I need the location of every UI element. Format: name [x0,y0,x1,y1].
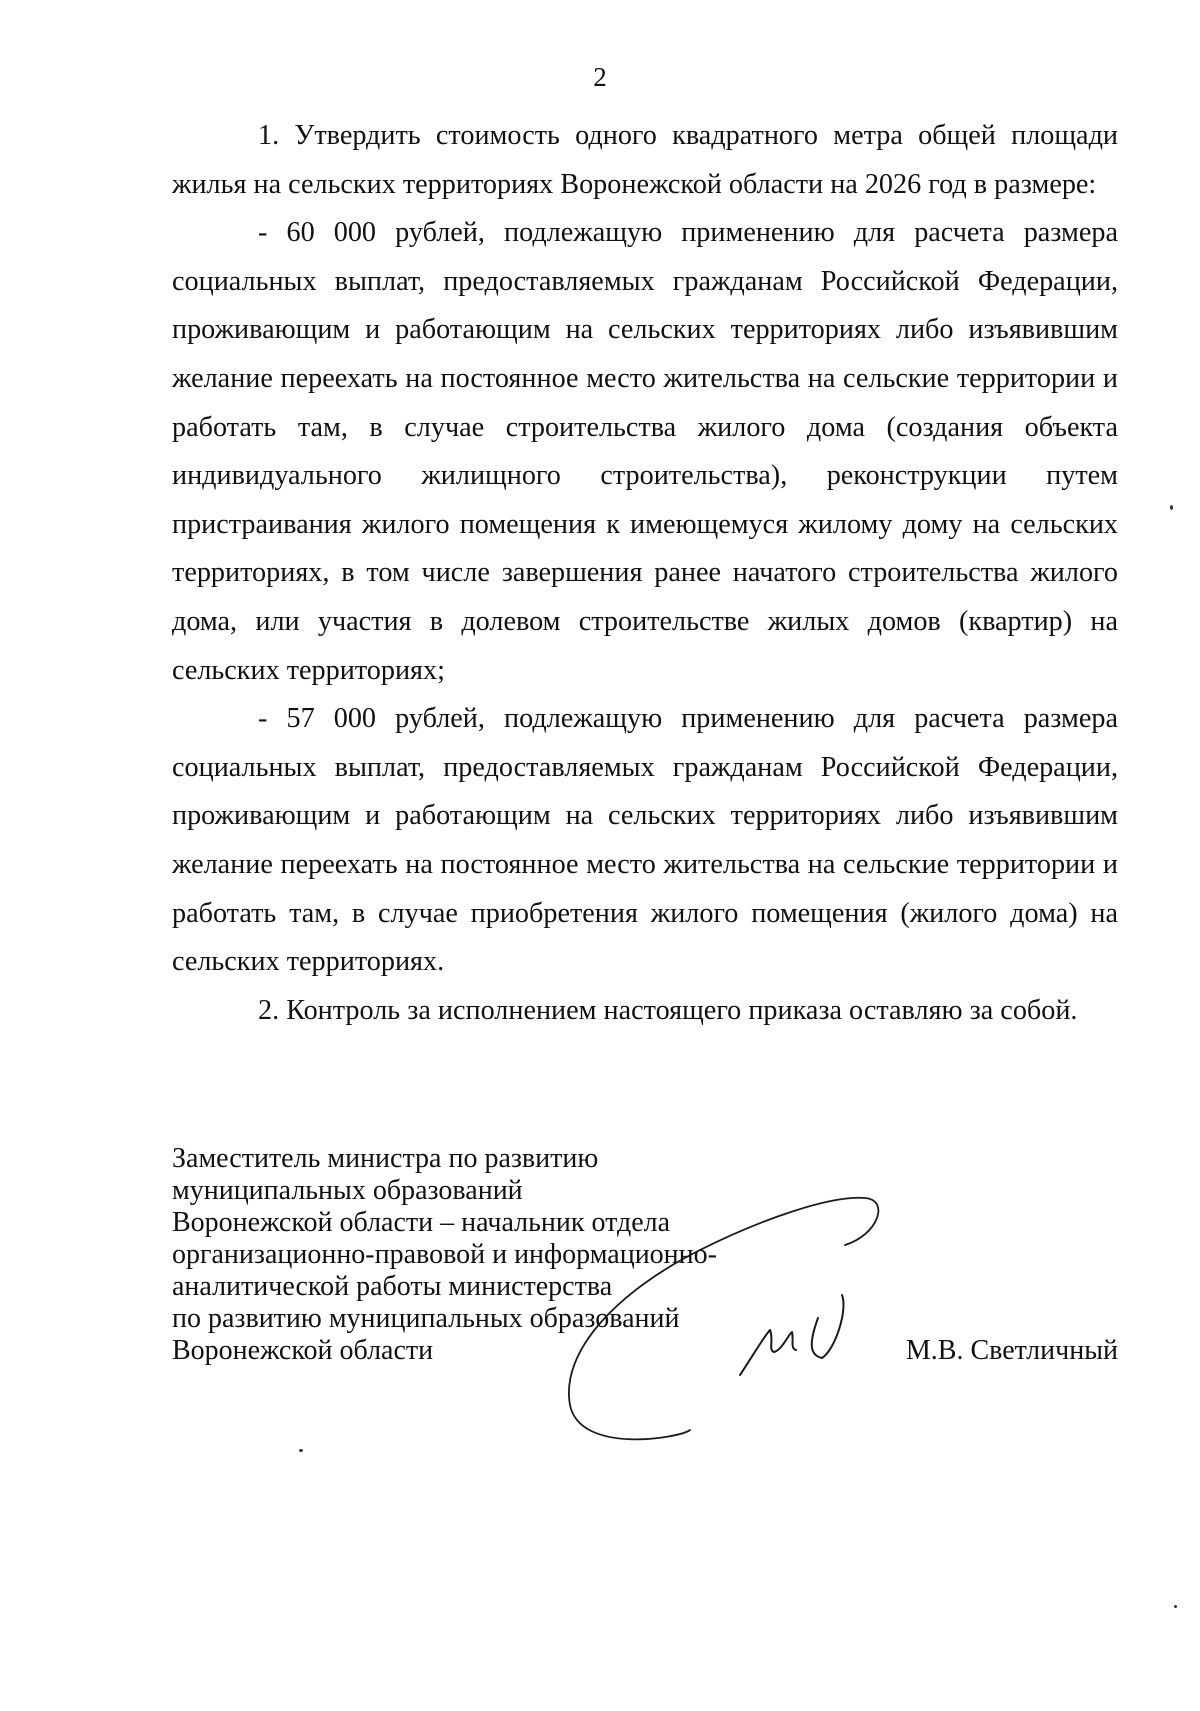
position-line-4: организационно-правовой и информационно- [172,1239,717,1270]
paragraph-2: - 60 000 рублей, подлежащую применению для расчета размера социальных выплат, предоставляемых гражданам Российской Федерации, проживающим и работающим на сельских территориях либо изъявившим желание переехать на постоянное место жительства на сельские территории и работать там, в случае строительства жилого дома (создания объекта индивидуального жилищного строительства), реконструкции путем пристраивания жилого помещения к имеющемуся жилому дому на сельских территориях, в том числе завершения ранее начатого строительства жилого дома, или участия в долевом строительстве жилых домов (квартир) на сельских территориях; [172,217,1118,686]
signature-sweep-stroke [700,1198,878,1250]
paragraph-1: 1. Утвердить стоимость одного квадратного метра общей площади жилья на сельских территориях Воронежской области на 2026 год в размере: [172,120,1118,200]
position-line-7: Воронежской области [172,1335,434,1366]
signature-initial-v [812,1295,844,1358]
signature-initial-m [740,1330,796,1375]
handwritten-signature [560,1190,920,1470]
scan-speck [1174,1605,1177,1608]
position-line-3: Воронежской области – начальник отдела [172,1207,671,1238]
position-line-5: аналитической работы министерства [172,1271,613,1302]
signatory-name: М.В. Светличный [905,1335,1118,1366]
page-number: 2 [593,62,607,92]
scan-speck [1170,505,1173,510]
document-body [172,112,1118,1035]
signature-loop-stroke [569,1250,700,1439]
paragraph-3: - 57 000 рублей, подлежащую применению для расчета размера социальных выплат, предоставляемых гражданам Российской Федерации, проживающим и работающим на сельских территориях либо изъявившим желание переехать на постоянное место жительства на сельские территории и работать там, в случае приобретения жилого помещения (жилого дома) на сельских территориях. [172,703,1118,978]
paragraph-4: 2. Контроль за исполнением настоящего приказа оставляю за собой. [258,994,1078,1026]
position-line-1: Заместитель министра по развитию [172,1143,599,1174]
position-line-2: муниципальных образований [172,1175,523,1206]
scan-speck [299,1449,303,1452]
position-line-6: по развитию муниципальных образований [172,1303,680,1334]
